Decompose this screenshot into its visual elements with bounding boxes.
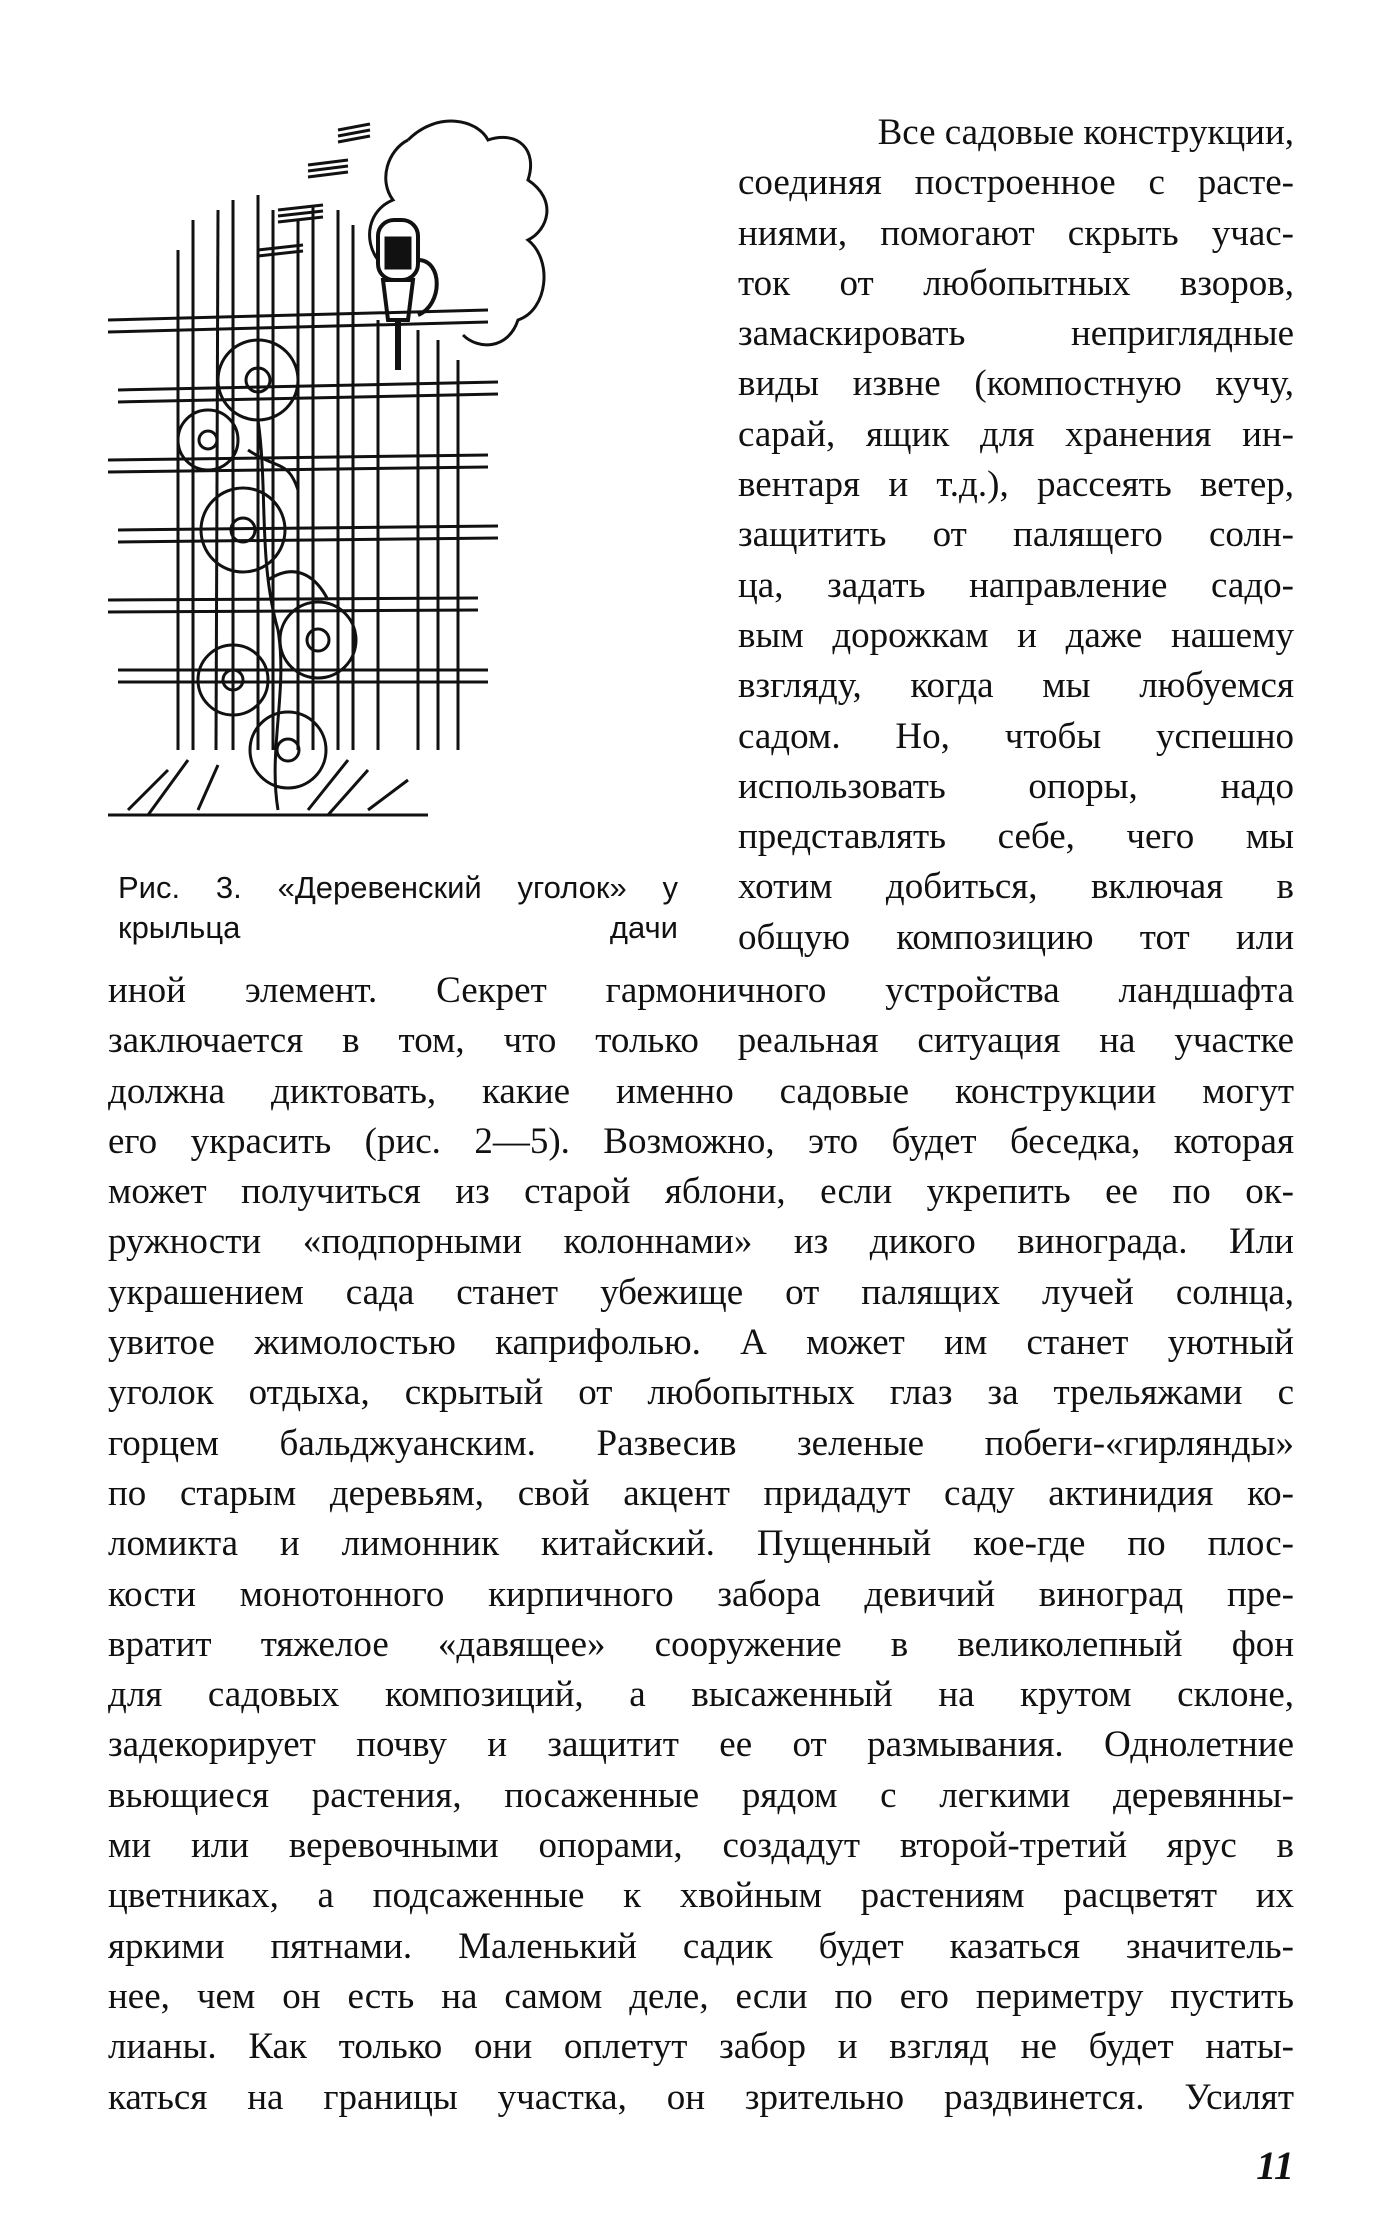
figure-caption xyxy=(118,868,678,948)
text-line: украшением сада станет убежище от палящих лучей солнца, xyxy=(108,1271,1294,1313)
text-line: вратит тяжелое «давящее» сооружение в великолепный фон xyxy=(108,1623,1294,1665)
text-line: иной элемент. Секрет гармоничного устройства ландшафта xyxy=(108,970,1294,1011)
text-line: представлять себе, чего мы xyxy=(738,816,1294,858)
text-line: сарай, ящик для хранения ин- xyxy=(738,413,1294,455)
text-line: замаскировать неприглядные xyxy=(738,313,1294,355)
page-number: 11 xyxy=(1256,2143,1294,2188)
text-line: уголок отдыха, скрытый от любопытных глаз за трельяжами с xyxy=(108,1372,1294,1414)
text-line: общую композицию тот или xyxy=(738,916,1294,958)
text-line: садом. Но, чтобы успешно xyxy=(738,715,1294,757)
text-line: цветниках, а подсаженные к хвойным растениям расцветят их xyxy=(108,1875,1294,1917)
text-line: каться на границы участка, он зрительно раздвинется. Усилят xyxy=(108,2076,1294,2118)
text-line: должна диктовать, какие именно садовые конструкции могут xyxy=(108,1070,1294,1112)
text-line: вым дорожкам и даже нашему xyxy=(738,614,1294,656)
text-line: виды извне (компостную кучу, xyxy=(738,363,1294,405)
flower-4 xyxy=(280,602,356,678)
text-line: ниями, помогают скрыть учас- xyxy=(738,212,1294,254)
text-line: ток от любопытных взоров, xyxy=(738,262,1294,304)
text-line: яркими пятнами. Маленький садик будет казаться значитель- xyxy=(108,1925,1294,1967)
text-line: нее, чем он есть на самом деле, если по его периметру пустить xyxy=(108,1975,1294,2017)
text-line: вьющиеся растения, посаженные рядом с легкими деревянны- xyxy=(108,1774,1294,1816)
text-line: заключается в том, что только реальная ситуация на участке xyxy=(108,1020,1294,1062)
caption-line: крыльца дачи xyxy=(118,910,678,945)
flower-6 xyxy=(250,712,326,788)
text-line: соединяя построенное с расте- xyxy=(738,162,1294,204)
text-line: для садовых композиций, а высаженный на крутом склоне, xyxy=(108,1674,1294,1716)
text-line: ми или веревочными опорами, создадут второй-третий ярус в xyxy=(108,1825,1294,1867)
text-line: защитить от палящего солн- xyxy=(738,514,1294,556)
caption-line: Рис. 3. «Деревенский уголок» у xyxy=(118,870,678,905)
text-line: лианы. Как только они оплетут забор и взгляд не будет наты- xyxy=(108,2026,1294,2068)
text-line: вентаря и т.д.), рассеять ветер, xyxy=(738,464,1294,506)
text-line: задекорирует почву и защитит ее от размывания. Однолетние xyxy=(108,1724,1294,1766)
text-line: использовать опоры, надо xyxy=(738,765,1294,807)
text-line: увитое жимолостью каприфолью. А может им станет уютный xyxy=(108,1322,1294,1364)
text-line: может получиться из старой яблони, если укрепить ее по ок- xyxy=(108,1171,1294,1213)
text-line: ца, задать направление садо- xyxy=(738,564,1294,606)
text-line: горцем бальджуанским. Развесив зеленые побеги-«гирлянды» xyxy=(108,1422,1294,1464)
illustration-drawing xyxy=(108,110,688,870)
main-paragraph xyxy=(108,966,1294,2123)
trellis-illustration xyxy=(108,110,688,870)
text-line: ружности «подпорными колоннами» из дикого винограда. Или xyxy=(108,1221,1294,1263)
text-line: по старым деревьям, свой акцент придадут саду актинидия ко- xyxy=(108,1472,1294,1514)
paragraph-beside-figure xyxy=(738,108,1294,963)
text-line: взгляду, когда мы любуемся xyxy=(738,665,1294,707)
text-line: Все садовые конструкции, xyxy=(877,112,1294,153)
text-line: хотим добиться, включая в xyxy=(738,866,1294,908)
text-line: его украсить (рис. 2—5). Возможно, это будет беседка, которая xyxy=(108,1120,1294,1162)
text-line: ломикта и лимонник китайский. Пущенный кое-где по плос- xyxy=(108,1523,1294,1565)
flower-2 xyxy=(178,410,238,470)
text-line: кости монотонного кирпичного забора девичий виноград пре- xyxy=(108,1573,1294,1615)
